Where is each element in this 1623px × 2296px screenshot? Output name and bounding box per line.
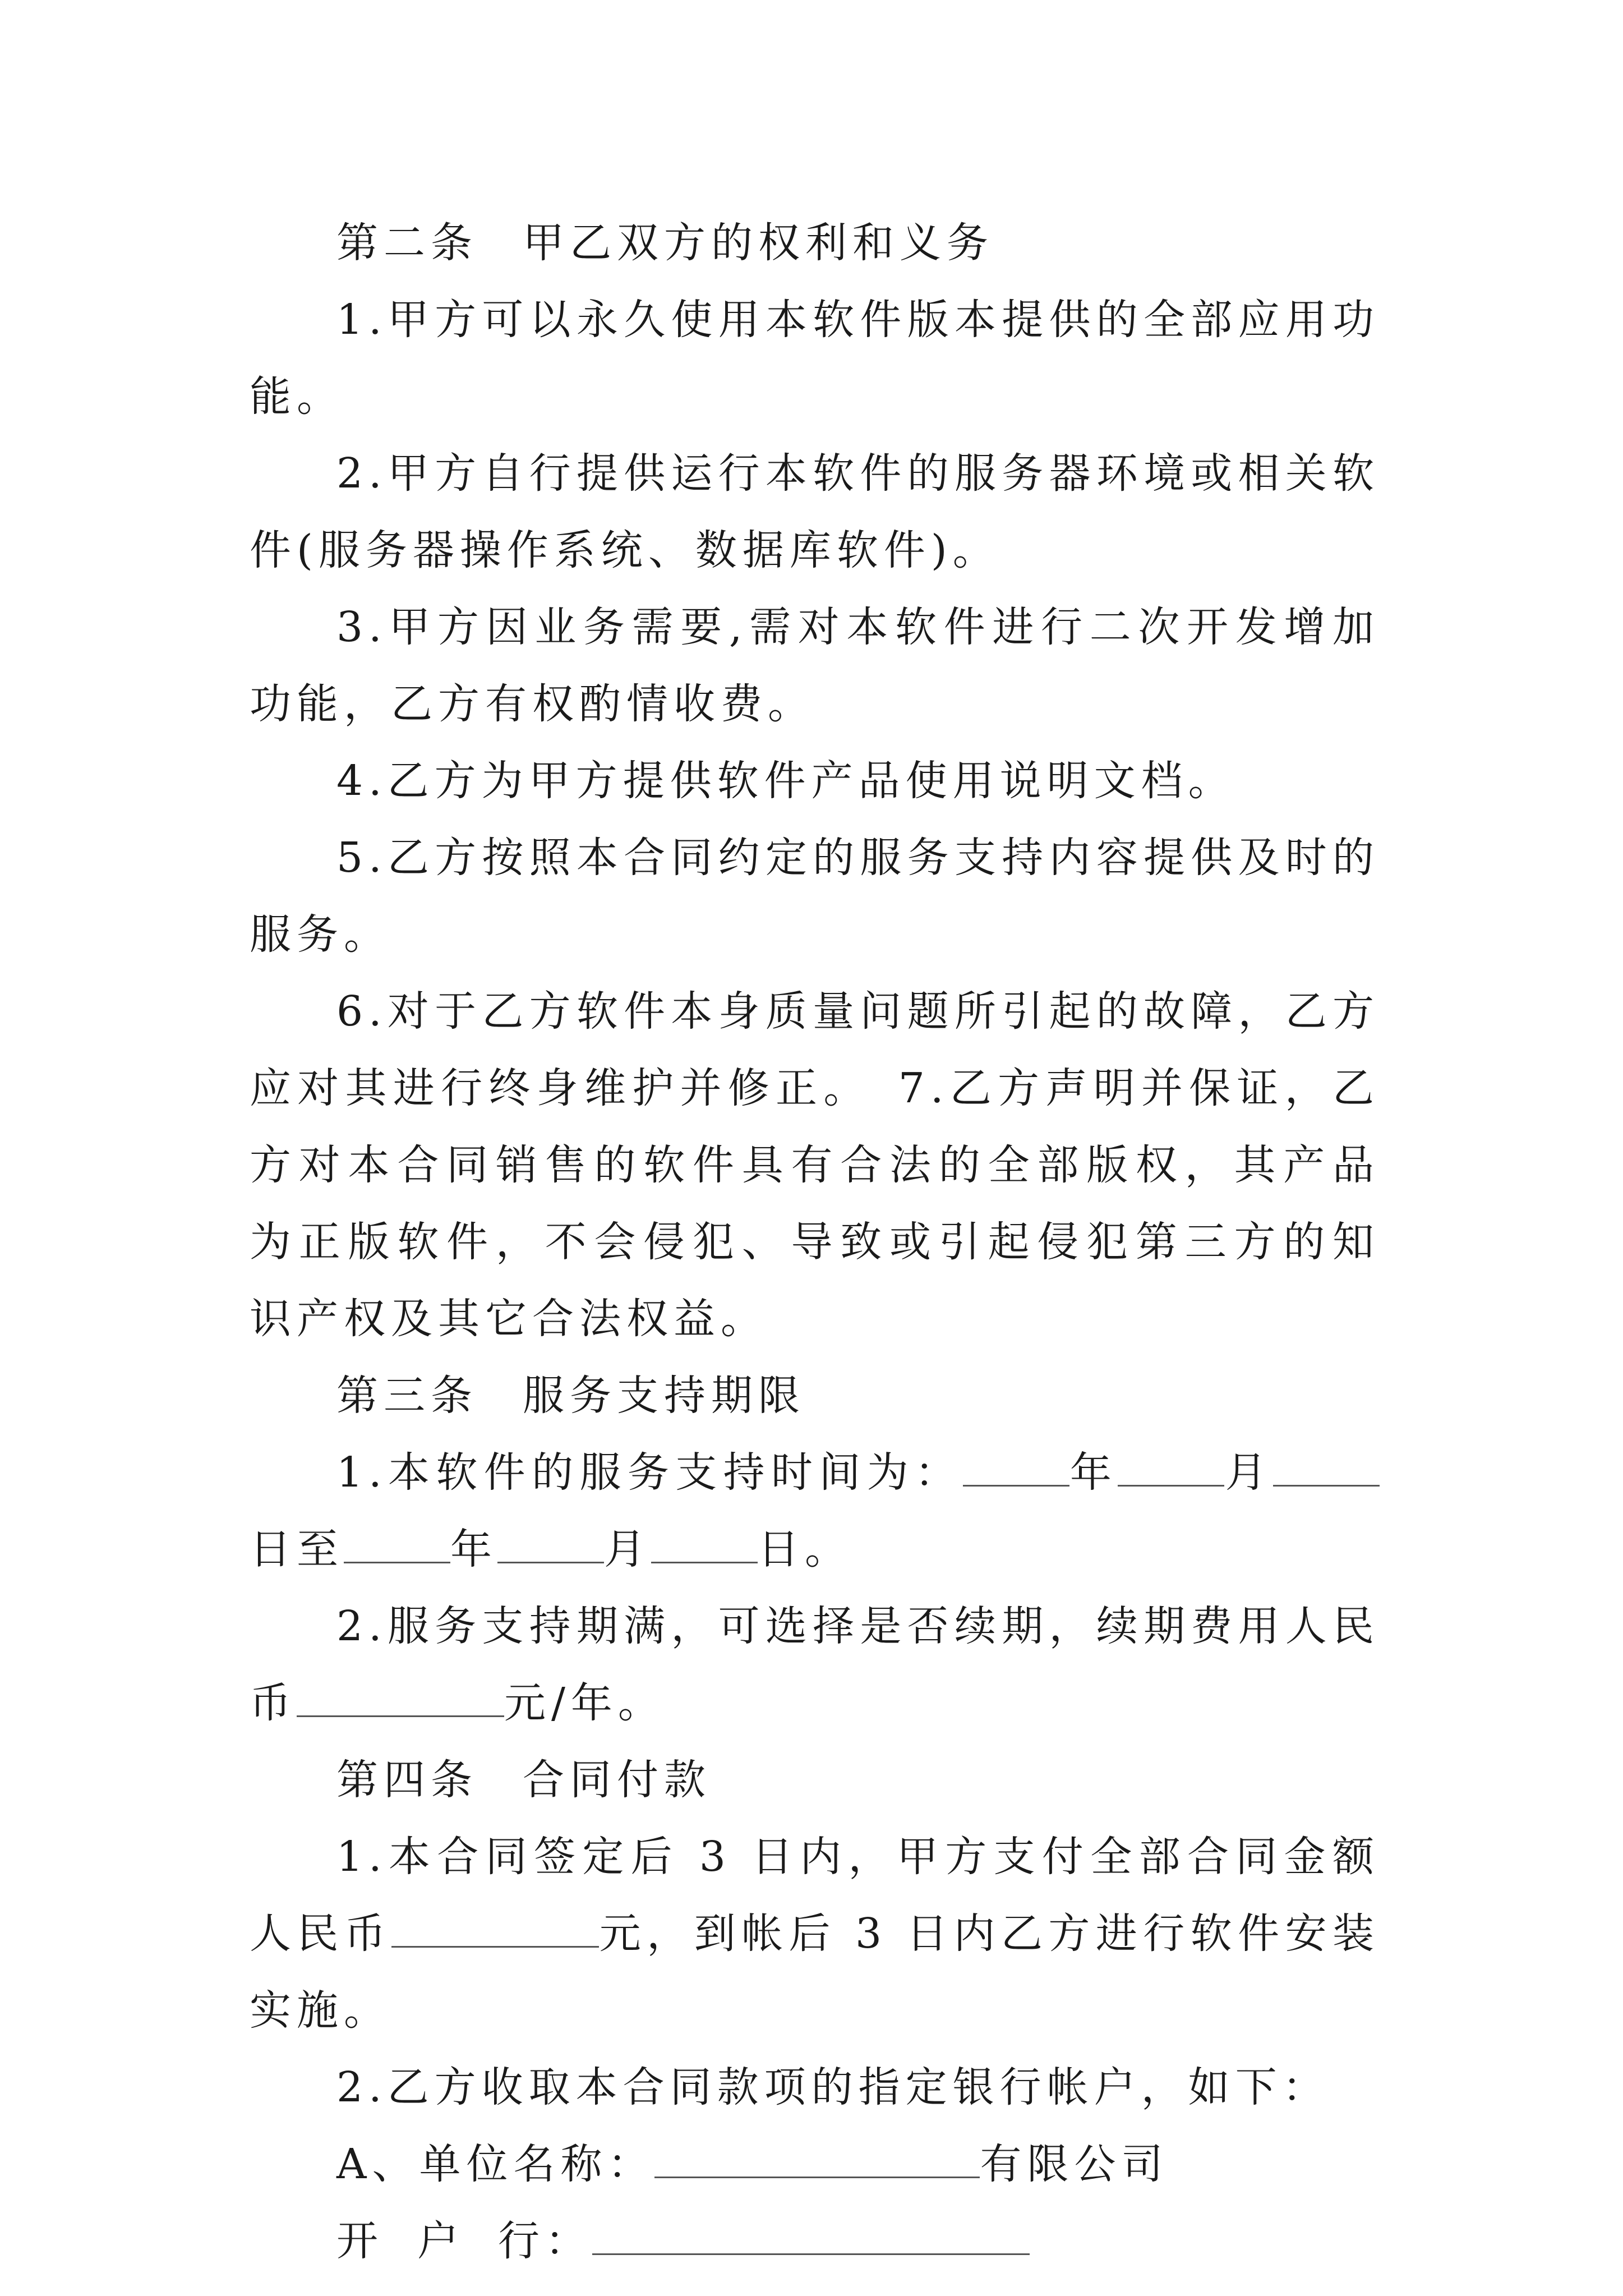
article-2-item-2: 2.甲方自行提供运行本软件的服务器环境或相关软件(服务器操作系统、数据库软件)。 bbox=[250, 449, 1380, 574]
bank-label-char-1: 开 bbox=[336, 2217, 384, 2265]
to-label: 至 bbox=[297, 1525, 344, 1573]
start-day-blank bbox=[1273, 1451, 1380, 1487]
bank-blank bbox=[592, 2220, 1030, 2255]
article-2-item-4: 4.乙方为甲方提供软件产品使用说明文档。 bbox=[336, 757, 1235, 805]
payment-amount-blank bbox=[391, 1912, 599, 1948]
day-label: 日 bbox=[250, 1525, 297, 1573]
start-month-blank bbox=[1118, 1451, 1224, 1487]
end-day-blank bbox=[651, 1528, 758, 1563]
year-label: 年 bbox=[1069, 1448, 1118, 1497]
month-label: 月 bbox=[604, 1525, 651, 1573]
year-label: 年 bbox=[450, 1525, 497, 1573]
article-4-number: 第四条 bbox=[336, 1756, 478, 1804]
renewal-text: 2.服务支持期满，可选择是否续期，续期费用人民币 bbox=[250, 1602, 1380, 1727]
bank-line bbox=[250, 2203, 1380, 2280]
article-2-item-1: 1.甲方可以永久使用本软件版本提供的全部应用功能。 bbox=[250, 296, 1380, 421]
article-2-item-5: 5.乙方按照本合同约定的服务支持内容提供及时的服务。 bbox=[250, 834, 1380, 959]
article-2-number: 第二条 bbox=[336, 219, 478, 267]
renewal-fee-unit: 元/年。 bbox=[504, 1679, 665, 1727]
article-4-item-1 bbox=[250, 1819, 1380, 2049]
unit-name-label: A、单位名称： bbox=[336, 2140, 655, 2188]
article-2-title: 甲乙双方的权利和义务 bbox=[523, 219, 994, 267]
unit-name-blank bbox=[654, 2143, 980, 2178]
bank-label-char-2: 户 bbox=[417, 2217, 464, 2265]
renewal-fee-blank bbox=[297, 1682, 504, 1717]
service-period-label: 1.本软件的服务支持时间为： bbox=[336, 1448, 963, 1497]
article-3-title: 服务支持期限 bbox=[523, 1372, 805, 1420]
day-end-label: 日。 bbox=[758, 1525, 852, 1573]
end-month-blank bbox=[497, 1528, 604, 1563]
article-3-heading bbox=[250, 1358, 1380, 1434]
month-label: 月 bbox=[1224, 1448, 1274, 1497]
article-2-item-3: 3.甲方因业务需要,需对本软件进行二次开发增加功能，乙方有权酌情收费。 bbox=[250, 603, 1380, 728]
bank-label-char-3: 行： bbox=[498, 2217, 592, 2265]
contract-body bbox=[250, 205, 1380, 2280]
article-4-item-2: 2.乙方收取本合同款项的指定银行帐户，如下： bbox=[336, 2063, 1330, 2111]
unit-name-line bbox=[250, 2126, 1380, 2203]
article-3-item-1 bbox=[250, 1434, 1380, 1588]
article-2-item-6-7: 6.对于乙方软件本身质量问题所引起的故障，乙方应对其进行终身维护并修正。 7.乙方声明并保证，乙方对本合同销售的软件具有合法的全部版权，其产品为正版软件，不会侵犯、导致或引起侵犯第三方的知识产权及其它合法权益。 bbox=[250, 987, 1380, 1343]
article-3-number: 第三条 bbox=[336, 1372, 478, 1420]
payment-suffix: 元，到帐后 3 日内乙方进行软件安装实施。 bbox=[250, 1910, 1380, 2035]
end-year-blank bbox=[344, 1528, 450, 1563]
payment-text: 1.本合同签定后 3 日内，甲方支付全部合同金额人民币 bbox=[250, 1833, 1380, 1958]
article-3-item-2 bbox=[250, 1588, 1380, 1742]
article-4-title: 合同付款 bbox=[523, 1756, 711, 1804]
start-year-blank bbox=[963, 1451, 1069, 1487]
article-4-heading bbox=[250, 1742, 1380, 1819]
unit-name-suffix: 有限公司 bbox=[980, 2140, 1169, 2188]
article-2-heading bbox=[250, 205, 1380, 282]
